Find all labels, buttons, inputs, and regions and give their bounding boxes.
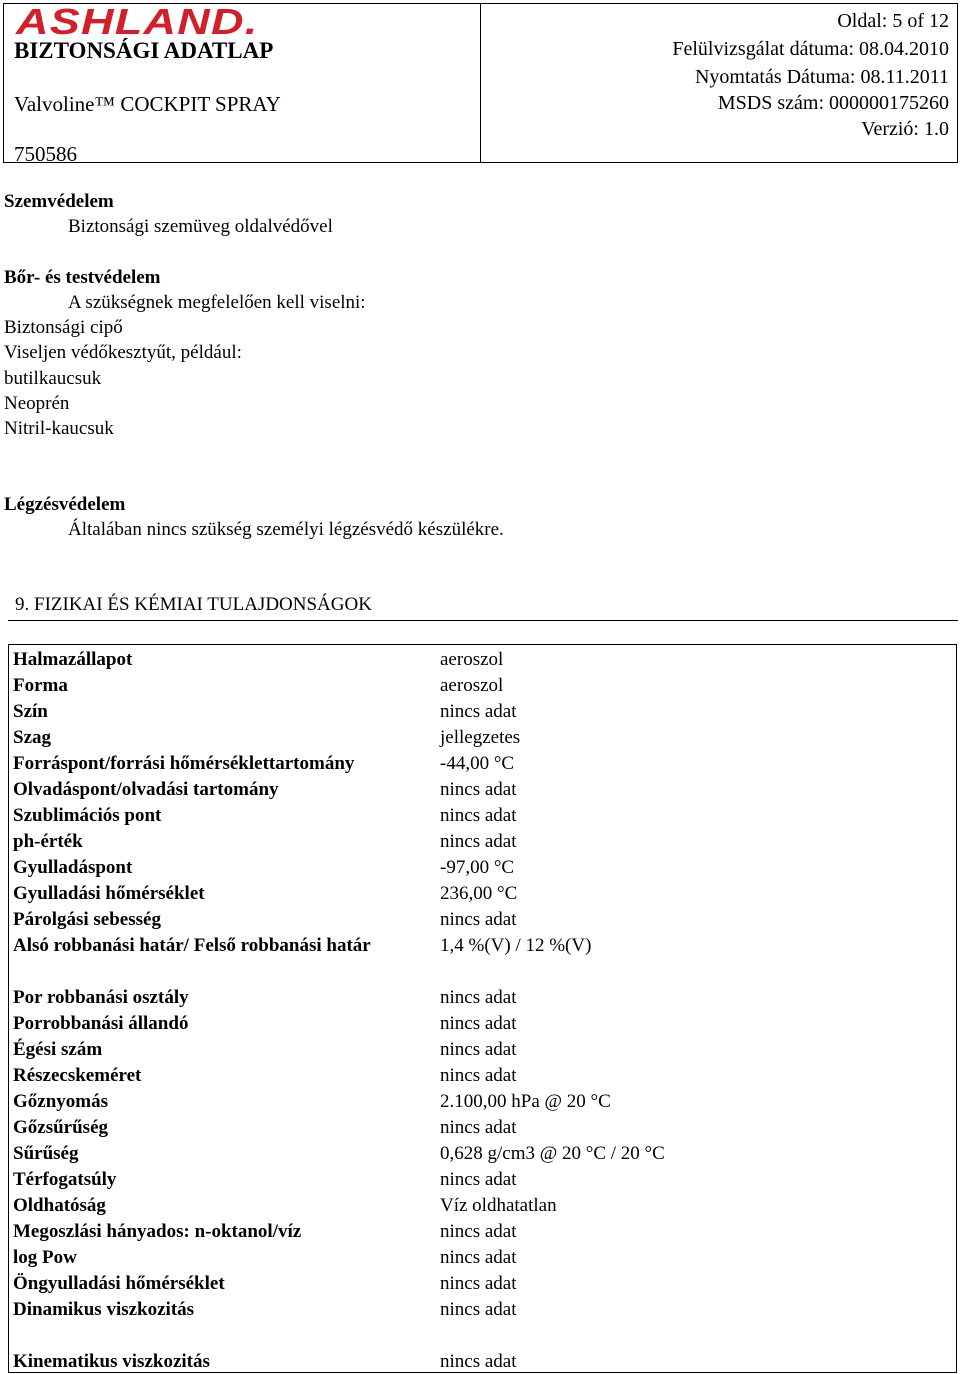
- skin-protection-line: Nitril-kaucsuk: [4, 418, 114, 439]
- product-name: Valvoline™ COCKPIT SPRAY: [14, 92, 281, 116]
- property-value: nincs adat: [440, 1039, 517, 1060]
- property-label: Olvadáspont/olvadási tartomány: [13, 779, 279, 800]
- respiratory-protection-text: Általában nincs szükség személyi légzésvédő készülékre.: [68, 519, 504, 540]
- property-label: ph-érték: [13, 831, 83, 852]
- property-value: jellegzetes: [440, 727, 521, 748]
- property-label: Sűrűség: [13, 1143, 79, 1164]
- property-value: nincs adat: [440, 779, 517, 800]
- skin-protection-intro: A szükségnek megfelelően kell viselni:: [68, 292, 366, 313]
- property-label: Megoszlási hányados: n-oktanol/víz: [13, 1221, 302, 1242]
- property-value: nincs adat: [440, 805, 517, 826]
- property-label: Oldhatóság: [13, 1195, 106, 1216]
- property-label: Gyulladáspont: [13, 857, 133, 878]
- property-value: -97,00 °C: [440, 857, 515, 878]
- property-label: Öngyulladási hőmérséklet: [13, 1273, 225, 1294]
- skin-protection-line: Viseljen védőkesztyűt, például:: [4, 342, 242, 363]
- property-value: nincs adat: [440, 1299, 517, 1320]
- revision-date: Felülvizsgálat dátuma: 08.04.2010: [672, 38, 949, 60]
- property-value: nincs adat: [440, 909, 517, 930]
- property-label: Forma: [13, 675, 68, 696]
- property-value: 2.100,00 hPa @ 20 °C: [440, 1091, 611, 1112]
- property-label: Alsó robbanási határ/ Felső robbanási határ: [13, 935, 371, 956]
- property-value: nincs adat: [440, 1169, 517, 1190]
- eye-protection-heading: Szemvédelem: [4, 191, 114, 212]
- skin-protection-heading: Bőr- és testvédelem: [4, 267, 161, 288]
- property-value: nincs adat: [440, 1221, 517, 1242]
- property-value: aeroszol: [440, 649, 504, 670]
- property-label: Párolgási sebesség: [13, 909, 161, 930]
- property-label: log Pow: [13, 1247, 77, 1268]
- property-value: nincs adat: [440, 1247, 517, 1268]
- property-label: Dinamikus viszkozitás: [13, 1299, 195, 1320]
- property-label: Szag: [13, 727, 51, 748]
- property-value: -44,00 °C: [440, 753, 515, 774]
- eye-protection-text: Biztonsági szemüveg oldalvédővel: [68, 216, 333, 237]
- print-date: Nyomtatás Dátuma: 08.11.2011: [694, 66, 949, 88]
- property-label: Szublimációs pont: [13, 805, 162, 826]
- property-value: nincs adat: [440, 1013, 517, 1034]
- property-value: aeroszol: [440, 675, 504, 696]
- header-divider: [480, 4, 481, 162]
- property-value: nincs adat: [440, 1273, 517, 1294]
- skin-protection-line: butilkaucsuk: [4, 368, 102, 389]
- properties-table: [8, 644, 957, 1373]
- property-value: 236,00 °C: [440, 883, 518, 904]
- property-label: Részecskeméret: [13, 1065, 142, 1086]
- property-value: 1,4 %(V) / 12 %(V): [440, 935, 592, 956]
- property-value: nincs adat: [440, 987, 517, 1008]
- property-label: Térfogatsúly: [13, 1169, 117, 1190]
- skin-protection-line: Neoprén: [4, 393, 70, 414]
- ashland-logo: ASHLAND.: [16, 1, 259, 42]
- section-title: 9. FIZIKAI ÉS KÉMIAI TULAJDONSÁGOK: [15, 594, 372, 615]
- property-label: Forráspont/forrási hőmérséklettartomány: [13, 753, 355, 774]
- property-value: nincs adat: [440, 1351, 517, 1372]
- section-rule: [8, 620, 958, 621]
- respiratory-protection-heading: Légzésvédelem: [4, 494, 126, 515]
- property-value: nincs adat: [440, 1117, 517, 1138]
- property-label: Szín: [13, 701, 48, 722]
- property-label: Halmazállapot: [13, 649, 133, 670]
- sheet-title: BIZTONSÁGI ADATLAP: [14, 38, 274, 63]
- document-header: [3, 1, 958, 166]
- property-label: Porrobbanási állandó: [13, 1013, 189, 1034]
- property-value: Víz oldhatatlan: [440, 1195, 557, 1216]
- property-label: Gyulladási hőmérséklet: [13, 883, 205, 904]
- property-value: nincs adat: [440, 701, 517, 722]
- property-label: Gőzsűrűség: [13, 1117, 108, 1138]
- property-value: 0,628 g/cm3 @ 20 °C / 20 °C: [440, 1143, 665, 1164]
- property-value: nincs adat: [440, 831, 517, 852]
- property-label: Kinematikus viszkozitás: [13, 1351, 210, 1372]
- property-label: Por robbanási osztály: [13, 987, 189, 1008]
- property-value: nincs adat: [440, 1065, 517, 1086]
- page-number: Oldal: 5 of 12: [837, 10, 949, 32]
- property-label: Gőznyomás: [13, 1091, 108, 1112]
- property-label: Égési szám: [13, 1039, 103, 1060]
- msds-number: MSDS szám: 000000175260: [717, 92, 949, 114]
- version: Verzió: 1.0: [861, 118, 949, 140]
- skin-protection-line: Biztonsági cipő: [4, 317, 123, 338]
- product-code: 750586: [14, 142, 77, 166]
